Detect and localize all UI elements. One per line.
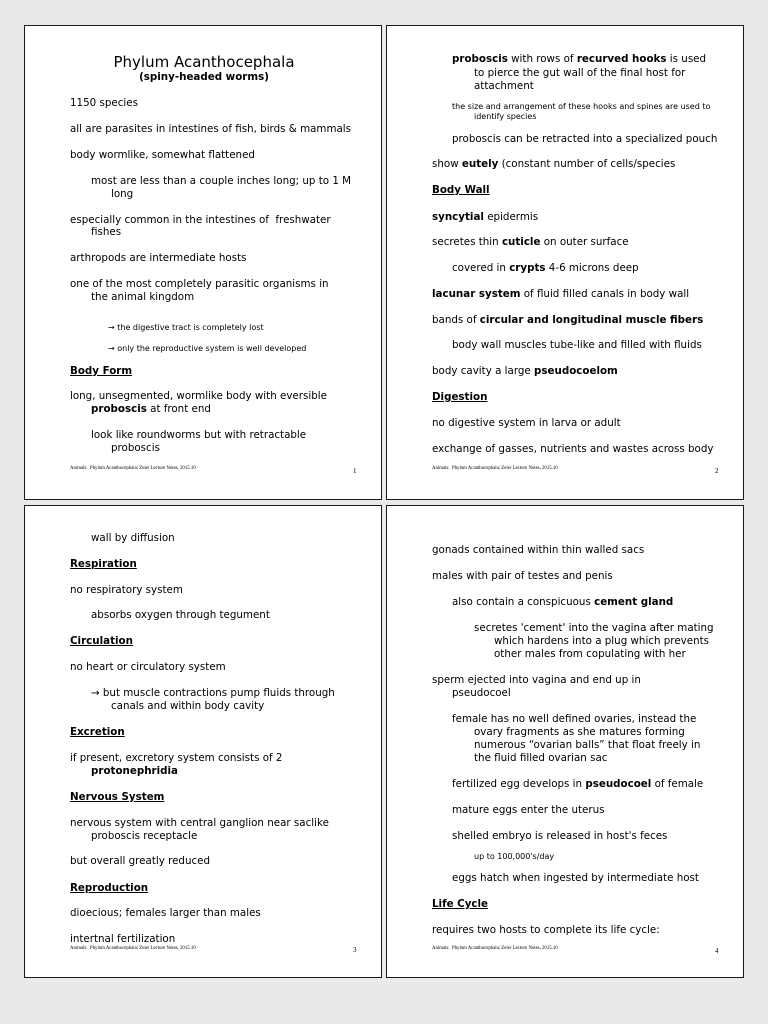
line-text: fertilized egg develops in <box>452 778 586 790</box>
bold-term: syncytial <box>432 211 484 223</box>
note-line: no digestive system in larva or adult <box>432 417 621 429</box>
bold-term: pseudocoelom <box>534 365 618 377</box>
slide-footer: Animals: Phylum Acanthocephala; Zeier Lecture Notes, 2015.10 <box>70 466 196 471</box>
line-text: also contain a conspicuous <box>452 596 595 608</box>
wrapped-line: proboscis <box>111 442 160 454</box>
small-note-line: identify species <box>474 112 537 121</box>
line-text: show <box>432 158 462 170</box>
small-note-line: up to 100,000's/day <box>474 852 555 861</box>
wrapped-line: ovary fragments as she matures forming <box>474 726 685 738</box>
wrapped-line: long <box>111 188 134 200</box>
note-line: body wormlike, somewhat flattened <box>70 149 255 161</box>
wrapped-line: canals and within body cavity <box>111 700 265 712</box>
note-line <box>432 211 538 223</box>
line-text: bands of <box>432 314 480 326</box>
note-line: dioecious; females larger than males <box>70 907 261 919</box>
note-line: no respiratory system <box>70 584 183 596</box>
indented-note-line <box>452 262 639 274</box>
note-line: long, unsegmented, wormlike body with eversible <box>70 390 327 402</box>
wrapped-line: fishes <box>91 226 122 238</box>
note-line: males with pair of testes and penis <box>432 570 613 582</box>
line-text: of female <box>651 778 704 790</box>
bold-term: eutely <box>461 158 499 170</box>
heading-reproduction: Reproduction <box>70 882 149 894</box>
slide-footer: Animals: Phylum Acanthocephala; Zeier Lecture Notes, 2015.10 <box>432 466 558 471</box>
heading-digestion: Digestion <box>432 391 488 403</box>
note-line: intertnal fertilization <box>70 933 176 945</box>
bold-term: lacunar system <box>432 288 521 300</box>
indented-note-line: shelled embryo is released in host's feces <box>452 830 668 842</box>
line-text: epidermis <box>483 211 539 223</box>
bold-term: cement gland <box>594 596 674 608</box>
wrapped-line: wall by diffusion <box>91 532 175 544</box>
bold-term: proboscis <box>91 403 147 415</box>
line-text: covered in <box>452 262 510 274</box>
arrow-note-line: → only the reproductive system is well developed <box>108 344 307 353</box>
arrow-note-line: → the digestive tract is completely lost <box>108 323 264 332</box>
note-line: gonads contained within thin walled sacs <box>432 544 645 556</box>
bold-term: circular and longitudinal muscle fibers <box>479 314 704 326</box>
note-line: all are parasites in intestines of fish, birds & mammals <box>70 123 352 135</box>
slide-footer: Animals: Phylum Acanthocephala; Zeier Lecture Notes, 2015.10 <box>432 946 558 951</box>
wrapped-line: pseudocoel <box>452 687 511 699</box>
wrapped-line: numerous “ovarian balls” that float freely in <box>474 739 701 751</box>
arrow-note-line: → but muscle contractions pump fluids through <box>91 687 335 699</box>
note-line: if present, excretory system consists of 2 <box>70 752 283 764</box>
slide-title: Phylum Acanthocephala <box>113 53 295 71</box>
indented-note-line <box>452 778 703 790</box>
line-text: 4-6 microns deep <box>545 262 639 274</box>
slide-footer: Animals: Phylum Acanthocephala; Zeier Lecture Notes, 2015.10 <box>70 946 196 951</box>
indented-note-line: absorbs oxygen through tegument <box>91 609 270 621</box>
line-text: with rows of <box>507 53 577 65</box>
page-number: 2 <box>715 467 719 475</box>
bold-term: protonephridia <box>91 765 178 777</box>
bold-term: cuticle <box>501 236 541 248</box>
slide-2 <box>386 25 744 500</box>
indented-note-line: most are less than a couple inches long; up to 1 M <box>91 175 352 187</box>
bold-term: pseudocoel <box>585 778 652 790</box>
bold-term: crypts <box>509 262 546 274</box>
note-line: 1150 species <box>70 97 138 109</box>
indented-note-line: proboscis can be retracted into a specialized pouch <box>452 133 718 145</box>
heading-nervous-system: Nervous System <box>70 791 165 803</box>
line-text: body cavity a large <box>432 365 535 377</box>
indented-note-line: look like roundworms but with retractable <box>91 429 307 441</box>
page-number: 4 <box>715 947 719 955</box>
note-line: exchange of gasses, nutrients and wastes across body <box>432 443 714 455</box>
heading-life-cycle: Life Cycle <box>432 898 489 910</box>
note-line: nervous system with central ganglion near saclike <box>70 817 329 829</box>
slide-1 <box>24 25 382 500</box>
indented-note-line: eggs hatch when ingested by intermediate host <box>452 872 699 884</box>
wrapped-line: to pierce the gut wall of the final host for <box>474 67 686 79</box>
heading-respiration: Respiration <box>70 558 137 570</box>
note-line: arthropods are intermediate hosts <box>70 252 247 264</box>
note-line <box>432 365 618 377</box>
heading-circulation: Circulation <box>70 635 133 647</box>
bold-term: proboscis <box>452 53 508 65</box>
heading-body-wall: Body Wall <box>432 184 490 196</box>
sub-note-line: secretes 'cement' into the vagina after mating <box>474 622 714 634</box>
wrapped-line: which hardens into a plug which prevents <box>494 635 710 647</box>
indented-note-line: female has no well defined ovaries, instead the <box>452 713 697 725</box>
line-text: secretes thin <box>432 236 502 248</box>
line-text: is used <box>666 53 707 65</box>
note-line <box>432 158 675 170</box>
wrapped-line: proboscis receptacle <box>91 830 198 842</box>
heading-excretion: Excretion <box>70 726 125 738</box>
wrapped-line: attachment <box>474 80 534 92</box>
heading-body-form: Body Form <box>70 365 133 377</box>
page-number: 3 <box>353 946 357 954</box>
note-line: but overall greatly reduced <box>70 855 211 867</box>
slide-3 <box>24 505 382 978</box>
bold-term: recurved hooks <box>576 53 667 65</box>
wrapped-line: the animal kingdom <box>91 291 195 303</box>
wrapped-line <box>91 403 211 415</box>
small-note-line: the size and arrangement of these hooks and spines are used to <box>452 102 711 111</box>
line-text: of fluid filled canals in body wall <box>520 288 690 300</box>
indented-note-line <box>452 53 706 65</box>
slide-subtitle: (spiny-headed worms) <box>139 71 269 83</box>
wrapped-line: the fluid filled ovarian sac <box>474 752 608 764</box>
note-line: sperm ejected into vagina and end up in <box>432 674 641 686</box>
indented-note-line: body wall muscles tube-like and filled with fluids <box>452 339 702 351</box>
note-line: no heart or circulatory system <box>70 661 226 673</box>
slide-4 <box>386 505 744 978</box>
indented-note-line: mature eggs enter the uterus <box>452 804 605 816</box>
indented-note-line <box>452 596 673 608</box>
line-text: on outer surface <box>540 236 629 248</box>
note-line <box>432 288 689 300</box>
note-line <box>432 314 703 326</box>
note-line: one of the most completely parasitic organisms in <box>70 278 329 290</box>
note-line: especially common in the intestines of freshwater <box>70 214 331 226</box>
line-text: (constant number of cells/species <box>498 158 676 170</box>
wrapped-line: other males from copulating with her <box>494 648 686 660</box>
page-number: 1 <box>353 467 357 475</box>
note-line: requires two hosts to complete its life cycle: <box>432 924 660 936</box>
line-text: at front end <box>146 403 211 415</box>
note-line <box>432 236 629 248</box>
